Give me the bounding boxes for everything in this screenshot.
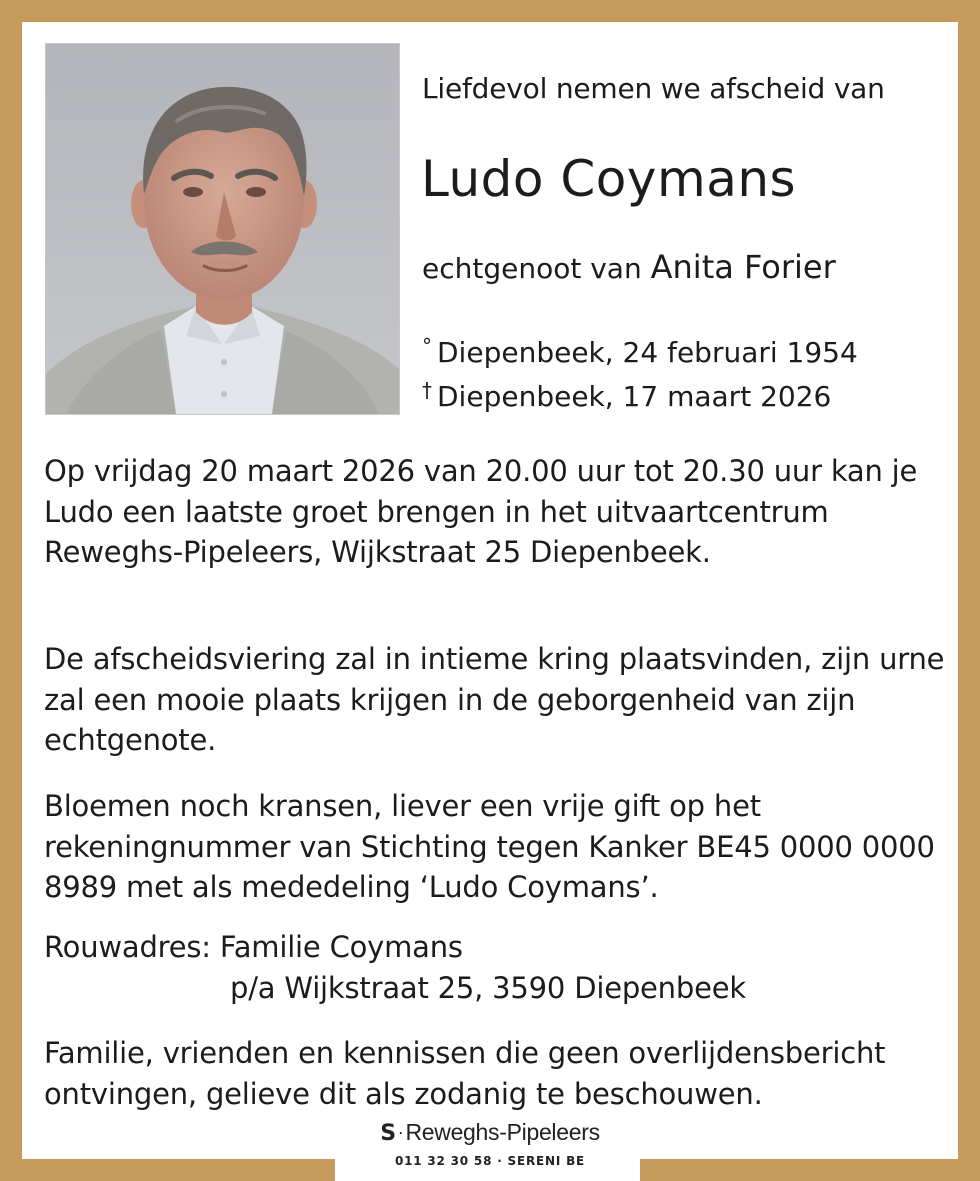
logo-mark: S <box>380 1121 396 1146</box>
mourning-address <box>44 927 746 1008</box>
obituary-card <box>22 22 958 1159</box>
birth-symbol: ° <box>422 334 432 358</box>
portrait-illustration <box>46 44 399 414</box>
logo-separator: · <box>397 1122 404 1142</box>
deceased-name: Ludo Coymans <box>421 150 797 208</box>
birth-date <box>422 334 858 369</box>
spouse-prefix: echtgenoot van <box>422 252 642 285</box>
address-line-2: p/a Wijkstraat 25, 3590 Diepenbeek <box>230 970 746 1005</box>
farewell-paragraph: Op vrijdag 20 maart 2026 van 20.00 uur tot 20.30 uur kan je Ludo een laatste groet brengen in het uitvaartcentrum Reweghs-Pipeleers, Wijkstraat 25 Diepenbeek. <box>44 454 918 569</box>
logo-text: Reweghs-Pipeleers <box>405 1119 600 1145</box>
address-line-1: Rouwadres: Familie Coymans <box>44 930 463 964</box>
funeral-home-logo <box>0 1119 980 1146</box>
portrait-photo <box>45 43 400 415</box>
notice-paragraph: Familie, vrienden en kennissen die geen overlijdensbericht ontvingen, gelieve dit als zodanig te beschouwen. <box>44 1036 886 1111</box>
intro-text: Liefdevol nemen we afscheid van <box>422 72 885 105</box>
spouse-line <box>422 248 836 286</box>
spouse-name: Anita Forier <box>650 248 836 286</box>
birth-text: Diepenbeek, 24 februari 1954 <box>437 336 858 369</box>
funeral-home-footer <box>0 1119 980 1168</box>
death-symbol: † <box>422 378 432 402</box>
ceremony-paragraph: De afscheidsviering zal in intieme kring plaatsvinden, zijn urne zal een mooie plaats krijgen in de geborgenheid van zijn echtgenote. <box>44 642 945 757</box>
funeral-home-contact: 011 32 30 58 · SERENI BE <box>394 1154 586 1168</box>
flowers-paragraph: Bloemen noch kransen, liever een vrije gift op het rekeningnummer van Stichting tegen Kanker BE45 0000 0000 8989 met als mededeling ‘Ludo Coymans’. <box>44 789 935 904</box>
death-date <box>422 378 831 413</box>
death-text: Diepenbeek, 17 maart 2026 <box>437 380 832 413</box>
